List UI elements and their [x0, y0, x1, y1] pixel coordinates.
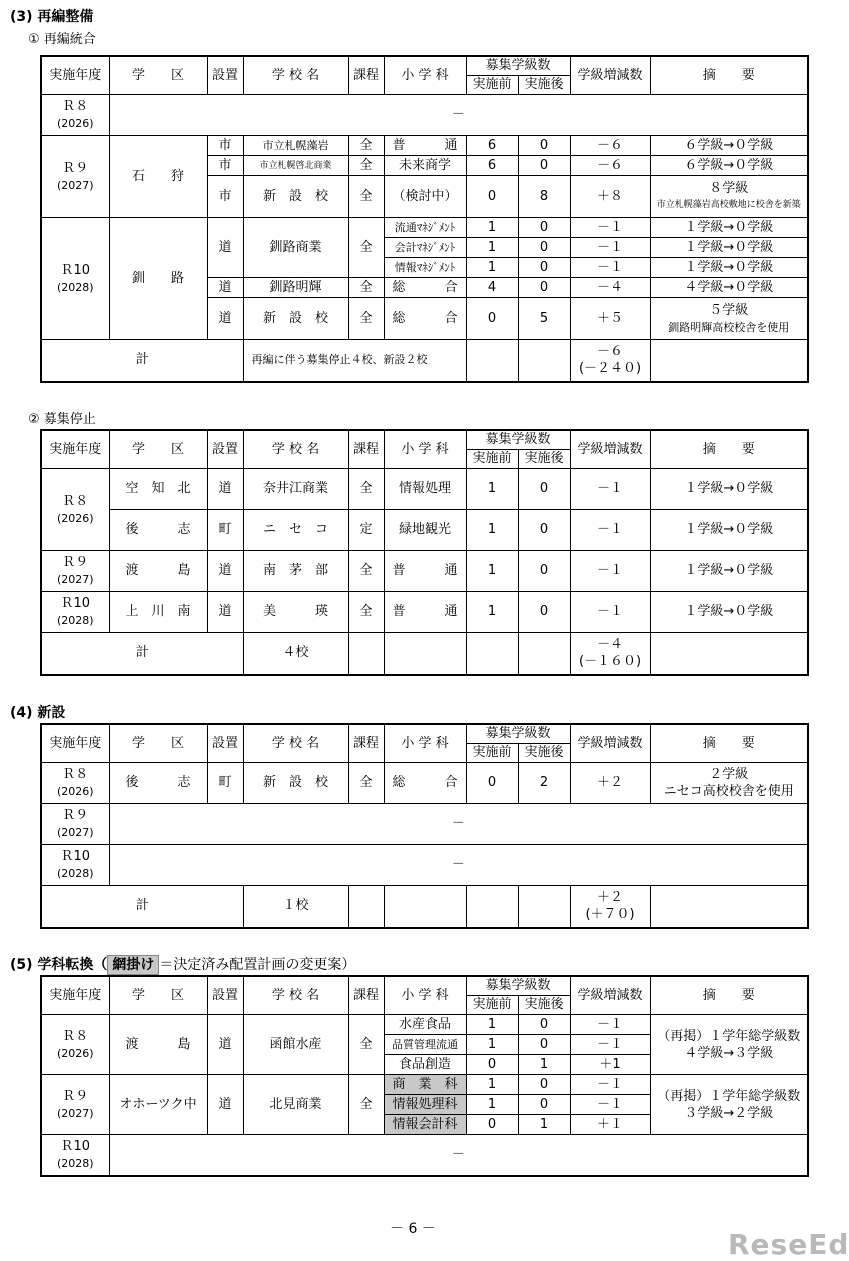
change-cell: ＋1	[570, 1055, 650, 1075]
after-cell: 0	[518, 278, 570, 298]
dept-cell: 流通ﾏﾈｼﾞﾒﾝﾄ	[384, 218, 466, 238]
after-cell: 0	[518, 551, 570, 592]
before-cell: 4	[466, 278, 518, 298]
year-cell: Ｒ10 (2028)	[41, 218, 109, 340]
before-cell: 1	[466, 1095, 518, 1115]
col-dept: 小 学 科	[384, 430, 466, 469]
after-cell: 1	[518, 1115, 570, 1135]
note-cell: ６学級→０学級	[650, 156, 808, 176]
before-cell: 6	[466, 156, 518, 176]
col-year: 実施年度	[41, 56, 109, 95]
note-cell: （再掲）１学年総学級数 ３学級→２学級	[650, 1075, 808, 1135]
setup-cell: 道	[207, 278, 243, 298]
before-cell: 1	[466, 469, 518, 510]
before-cell: 0	[466, 176, 518, 218]
school-cell: 奈井江商業	[243, 469, 348, 510]
section-5-heading: (5) 学科転換（ 網掛け ＝決定済み配置計画の変更案）	[10, 957, 356, 973]
after-cell: 0	[518, 136, 570, 156]
dept-cell: 未来商学	[384, 156, 466, 176]
col-district: 学 区	[109, 56, 207, 95]
total-text: ４校	[243, 633, 348, 675]
col-setup: 設置	[207, 724, 243, 763]
total-label: 計	[41, 886, 243, 928]
col-after: 実施後	[518, 76, 570, 95]
course-cell: 全	[348, 1015, 384, 1075]
course-cell: 全	[348, 136, 384, 156]
col-year: 実施年度	[41, 976, 109, 1015]
dept-cell: 普 通	[384, 551, 466, 592]
school-cell: 美 瑛	[243, 592, 348, 633]
course-cell: 全	[348, 469, 384, 510]
district-cell: オホーツク中	[109, 1075, 207, 1135]
note-cell: ８学級 市立札幌藻岩高校敷地に校舎を新築	[650, 176, 808, 218]
setup-cell: 市	[207, 156, 243, 176]
district-cell: 後 志	[109, 510, 207, 551]
district-cell: 釧 路	[109, 218, 207, 340]
note-cell: １学級→０学級	[650, 469, 808, 510]
col-change: 学級増減数	[570, 724, 650, 763]
col-year: 実施年度	[41, 430, 109, 469]
col-recruit: 募集学級数	[466, 976, 570, 996]
school-cell: 釧路明輝	[243, 278, 348, 298]
change-cell: －１	[570, 1095, 650, 1115]
col-after: 実施後	[518, 996, 570, 1015]
dept-cell: 情報会計科	[384, 1115, 466, 1135]
district-cell: 空 知 北	[109, 469, 207, 510]
before-cell: 0	[466, 763, 518, 804]
col-course: 課程	[348, 56, 384, 95]
school-cell: 新 設 校	[243, 763, 348, 804]
dept-cell: 総 合	[384, 298, 466, 340]
before-cell: 6	[466, 136, 518, 156]
course-cell: 全	[348, 551, 384, 592]
dept-cell: 食品創造	[384, 1055, 466, 1075]
setup-cell: 道	[207, 551, 243, 592]
change-cell: －１	[570, 1035, 650, 1055]
after-cell: 0	[518, 156, 570, 176]
col-school: 学 校 名	[243, 724, 348, 763]
dept-cell: 普 通	[384, 592, 466, 633]
col-course: 課程	[348, 430, 384, 469]
school-cell: 北見商業	[243, 1075, 348, 1135]
course-cell: 全	[348, 156, 384, 176]
after-cell: 1	[518, 1055, 570, 1075]
dept-cell: 情報ﾏﾈｼﾞﾒﾝﾄ	[384, 258, 466, 278]
change-cell: －１	[570, 510, 650, 551]
col-change: 学級増減数	[570, 56, 650, 95]
setup-cell: 道	[207, 1075, 243, 1135]
setup-cell: 道	[207, 298, 243, 340]
resed-logo: ReseEd	[728, 1228, 849, 1261]
dash-cell: －	[109, 1135, 808, 1176]
col-note: 摘 要	[650, 724, 808, 763]
district-cell: 上 川 南	[109, 592, 207, 633]
col-recruit: 募集学級数	[466, 56, 570, 76]
col-school: 学 校 名	[243, 976, 348, 1015]
section-3-heading: (3) 再編整備	[10, 9, 94, 25]
course-cell: 全	[348, 176, 384, 218]
course-cell: 全	[348, 1075, 384, 1135]
course-cell: 全	[348, 278, 384, 298]
change-cell: －１	[570, 1075, 650, 1095]
course-cell: 定	[348, 510, 384, 551]
after-cell: 0	[518, 238, 570, 258]
col-before: 実施前	[466, 744, 518, 763]
year-cell: Ｒ８ (2026)	[41, 1015, 109, 1075]
note-cell: １学級→０学級	[650, 551, 808, 592]
change-cell: －１	[570, 551, 650, 592]
before-cell: 0	[466, 1115, 518, 1135]
year-cell: Ｒ10 (2028)	[41, 845, 109, 886]
total-text: 再編に伴う募集停止４校、新設２校	[243, 340, 466, 382]
after-cell: 0	[518, 510, 570, 551]
total-label: 計	[41, 340, 243, 382]
school-cell: ニ セ コ	[243, 510, 348, 551]
total-change: ＋２ (＋７０)	[570, 886, 650, 928]
col-course: 課程	[348, 976, 384, 1015]
total-text: １校	[243, 886, 348, 928]
before-cell: 1	[466, 592, 518, 633]
school-cell: 函館水産	[243, 1015, 348, 1075]
change-cell: －１	[570, 238, 650, 258]
page-number: － 6 －	[390, 1221, 436, 1237]
col-school: 学 校 名	[243, 56, 348, 95]
school-cell: 市立札幌啓北商業	[243, 156, 348, 176]
year-cell: Ｒ８ (2026)	[41, 95, 109, 136]
year-cell: Ｒ９ (2027)	[41, 136, 109, 218]
change-cell: ＋５	[570, 298, 650, 340]
school-cell: 新 設 校	[243, 176, 348, 218]
col-change: 学級増減数	[570, 430, 650, 469]
year-cell: Ｒ８ (2026)	[41, 763, 109, 804]
dept-cell: （検討中）	[384, 176, 466, 218]
dept-cell: 商 業 科	[384, 1075, 466, 1095]
dept-cell: 普 通	[384, 136, 466, 156]
before-cell: 1	[466, 238, 518, 258]
note-cell: １学級→０学級	[650, 258, 808, 278]
change-cell: －１	[570, 218, 650, 238]
change-cell: －１	[570, 258, 650, 278]
setup-cell: 道	[207, 218, 243, 278]
before-cell: 1	[466, 1015, 518, 1035]
dept-cell: 情報処理	[384, 469, 466, 510]
before-cell: 1	[466, 1035, 518, 1055]
col-recruit: 募集学級数	[466, 430, 570, 450]
course-cell: 全	[348, 763, 384, 804]
after-cell: 2	[518, 763, 570, 804]
after-cell: 0	[518, 469, 570, 510]
table-dept-conversion	[40, 975, 809, 1177]
setup-cell: 町	[207, 510, 243, 551]
table-new-school	[40, 723, 809, 929]
after-cell: 0	[518, 1035, 570, 1055]
note-cell: ６学級→０学級	[650, 136, 808, 156]
note-cell: （再掲）１学年総学級数 ４学級→３学級	[650, 1015, 808, 1075]
after-cell: 0	[518, 1095, 570, 1115]
school-cell: 南 茅 部	[243, 551, 348, 592]
before-cell: 1	[466, 1075, 518, 1095]
after-cell: 8	[518, 176, 570, 218]
dept-cell: 情報処理科	[384, 1095, 466, 1115]
change-cell: ＋８	[570, 176, 650, 218]
col-dept: 小 学 科	[384, 976, 466, 1015]
change-cell: －１	[570, 1015, 650, 1035]
change-cell: －１	[570, 592, 650, 633]
table-restructure	[40, 55, 809, 383]
after-cell: 0	[518, 218, 570, 238]
col-setup: 設置	[207, 56, 243, 95]
total-change: －６ (－２４０)	[570, 340, 650, 382]
district-cell: 石 狩	[109, 136, 207, 218]
dash-cell: －	[109, 845, 808, 886]
section-4-heading: (4) 新設	[10, 705, 66, 721]
year-cell: Ｒ10 (2028)	[41, 1135, 109, 1176]
change-cell: －４	[570, 278, 650, 298]
col-setup: 設置	[207, 976, 243, 1015]
dash-cell: －	[109, 804, 808, 845]
change-cell: －６	[570, 136, 650, 156]
change-cell: －６	[570, 156, 650, 176]
dept-cell: 総 合	[384, 278, 466, 298]
col-dept: 小 学 科	[384, 724, 466, 763]
school-cell: 釧路商業	[243, 218, 348, 278]
subsection-3-1-heading: ① 再編統合	[28, 32, 96, 47]
year-cell: Ｒ９ (2027)	[41, 804, 109, 845]
col-school: 学 校 名	[243, 430, 348, 469]
note-cell: １学級→０学級	[650, 238, 808, 258]
total-label: 計	[41, 633, 243, 675]
note-cell: １学級→０学級	[650, 592, 808, 633]
setup-cell: 道	[207, 592, 243, 633]
setup-cell: 道	[207, 1015, 243, 1075]
col-recruit: 募集学級数	[466, 724, 570, 744]
table-recruitment-stop	[40, 429, 809, 676]
year-cell: Ｒ９ (2027)	[41, 551, 109, 592]
after-cell: 0	[518, 258, 570, 278]
dept-cell: 緑地観光	[384, 510, 466, 551]
gray-sample: 網掛け	[107, 955, 159, 975]
col-district: 学 区	[109, 430, 207, 469]
school-cell: 市立札幌藻岩	[243, 136, 348, 156]
col-year: 実施年度	[41, 724, 109, 763]
after-cell: 0	[518, 592, 570, 633]
setup-cell: 市	[207, 176, 243, 218]
after-cell: 0	[518, 1015, 570, 1035]
course-cell: 全	[348, 592, 384, 633]
col-district: 学 区	[109, 724, 207, 763]
col-note: 摘 要	[650, 56, 808, 95]
dash-cell: －	[109, 95, 808, 136]
dept-cell: 水産食品	[384, 1015, 466, 1035]
before-cell: 1	[466, 258, 518, 278]
change-cell: －１	[570, 469, 650, 510]
col-before: 実施前	[466, 450, 518, 469]
setup-cell: 道	[207, 469, 243, 510]
setup-cell: 町	[207, 763, 243, 804]
dept-cell: 会計ﾏﾈｼﾞﾒﾝﾄ	[384, 238, 466, 258]
year-cell: Ｒ９ (2027)	[41, 1075, 109, 1135]
before-cell: 1	[466, 551, 518, 592]
school-cell: 新 設 校	[243, 298, 348, 340]
col-change: 学級増減数	[570, 976, 650, 1015]
note-cell: １学級→０学級	[650, 510, 808, 551]
before-cell: 0	[466, 1055, 518, 1075]
col-after: 実施後	[518, 744, 570, 763]
before-cell: 0	[466, 298, 518, 340]
total-change: －４ (－１６０)	[570, 633, 650, 675]
year-cell: Ｒ10 (2028)	[41, 592, 109, 633]
col-note: 摘 要	[650, 430, 808, 469]
course-cell: 全	[348, 218, 384, 278]
col-setup: 設置	[207, 430, 243, 469]
setup-cell: 市	[207, 136, 243, 156]
col-course: 課程	[348, 724, 384, 763]
note-cell: ２学級 ニセコ高校校舎を使用	[650, 763, 808, 804]
change-cell: ＋１	[570, 1115, 650, 1135]
course-cell: 全	[348, 298, 384, 340]
col-after: 実施後	[518, 450, 570, 469]
note-cell: ４学級→０学級	[650, 278, 808, 298]
district-cell: 渡 島	[109, 551, 207, 592]
note-cell: １学級→０学級	[650, 218, 808, 238]
after-cell: 5	[518, 298, 570, 340]
after-cell: 0	[518, 1075, 570, 1095]
col-dept: 小 学 科	[384, 56, 466, 95]
before-cell: 1	[466, 218, 518, 238]
col-district: 学 区	[109, 976, 207, 1015]
subsection-3-2-heading: ② 募集停止	[28, 412, 96, 427]
district-cell: 後 志	[109, 763, 207, 804]
year-cell: Ｒ８ (2026)	[41, 469, 109, 551]
dept-cell: 総 合	[384, 763, 466, 804]
change-cell: ＋２	[570, 763, 650, 804]
district-cell: 渡 島	[109, 1015, 207, 1075]
col-note: 摘 要	[650, 976, 808, 1015]
note-cell: ５学級 釧路明輝高校校舎を使用	[650, 298, 808, 340]
dept-cell: 品質管理流通	[384, 1035, 466, 1055]
col-before: 実施前	[466, 996, 518, 1015]
col-before: 実施前	[466, 76, 518, 95]
before-cell: 1	[466, 510, 518, 551]
